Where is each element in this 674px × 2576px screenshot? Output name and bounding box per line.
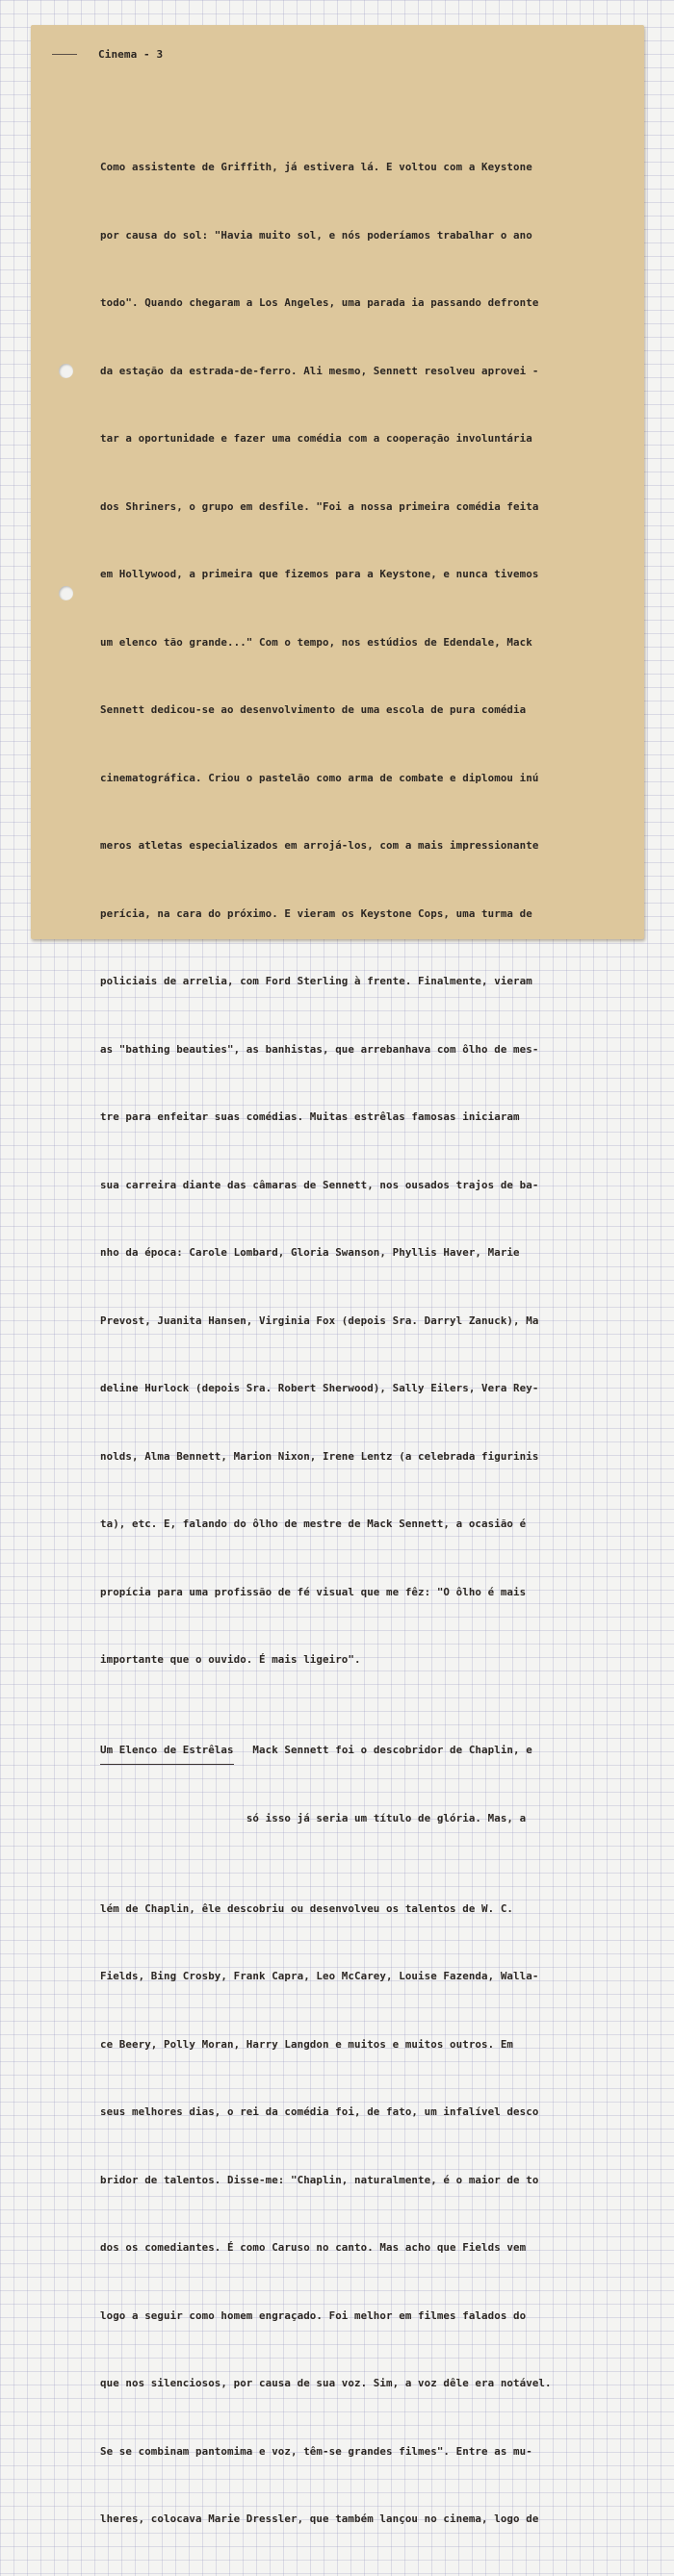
text-line: bridor de talentos. Disse-me: "Chaplin, naturalmente, é o maior de to — [100, 2173, 539, 2186]
text-line: Sennett dedicou-se ao desenvolvimento de uma escola de pura comédia — [100, 703, 527, 716]
text-line: Prevost, Juanita Hansen, Virginia Fox (depois Sra. Darryl Zanuck), Ma — [100, 1314, 539, 1327]
header-dash-mark — [52, 54, 77, 55]
section-first-line-text: Mack Sennett foi o descobridor de Chaplin, e — [252, 1744, 532, 1756]
typed-page — [31, 25, 644, 2525]
text-line: ce Beery, Polly Moran, Harry Langdon e muitos e muitos outros. Em — [100, 2037, 514, 2051]
text-line: em Hollywood, a primeira que fizemos para a Keystone, e nunca tivemos — [100, 568, 539, 580]
text-line: logo a seguir como homem engraçado. Foi melhor em filmes falados do — [100, 2308, 527, 2322]
text-line: lém de Chaplin, êle descobriu ou desenvolveu os talentos de W. C. — [100, 1901, 514, 1915]
text-line: as "bathing beauties", as banhistas, que arrebanhava com ôlho de mes- — [100, 1042, 539, 1056]
text-line: sua carreira diante das câmaras de Sennett, nos ousados trajos de ba- — [100, 1178, 539, 1191]
text-line: um elenco tão grande..." Com o tempo, nos estúdios de Edendale, Mack — [100, 635, 532, 649]
text-line: nho da época: Carole Lombard, Gloria Swanson, Phyllis Haver, Marie — [100, 1246, 520, 1259]
text-line: tar a oportunidade e fazer uma comédia com a cooperação involuntária — [100, 432, 532, 445]
text-line: dos os comediantes. É como Caruso no canto. Mas acho que Fields vem — [100, 2241, 527, 2254]
text-line: dos Shriners, o grupo em desfile. "Foi a nossa primeira comédia feita — [100, 499, 539, 513]
section-title: Um Elenco de Estrêlas — [100, 1739, 234, 1762]
text-line: policiais de arrelia, com Ford Sterling à frente. Finalmente, vieram — [100, 975, 532, 987]
punch-hole-upper — [59, 364, 73, 378]
text-line: nolds, Alma Bennett, Marion Nixon, Irene Lentz (a celebrada figurinis — [100, 1449, 539, 1463]
section-heading-line — [100, 1739, 620, 1762]
text-line: todo". Quando chegaram a Los Angeles, uma parada ia passando defronte — [100, 296, 539, 309]
page-header — [52, 44, 163, 64]
punch-hole-lower — [59, 586, 73, 600]
page-title: Cinema - 3 — [98, 47, 164, 61]
text-line: seus melhores dias, o rei da comédia foi, de fato, um infalível desco — [100, 2105, 539, 2118]
text-line: Fields, Bing Crosby, Frank Capra, Leo McCarey, Louise Fazenda, Walla- — [100, 1970, 539, 1982]
body-text — [100, 111, 620, 2576]
text-line: Como assistente de Griffith, já estivera lá. E voltou com a Keystone — [100, 161, 532, 173]
text-line: ta), etc. E, falando do ôlho de mestre de Mack Sennett, a ocasião é — [100, 1518, 527, 1530]
section-second-line-text: só isso já seria um título de glória. Mas, a — [246, 1811, 527, 1824]
text-line: que nos silenciosos, por causa de sua voz. Sim, a voz dêle era notável. — [100, 2377, 552, 2389]
text-line — [100, 1807, 620, 1830]
text-line: meros atletas especializados em arrojá-los, com a mais impressionante — [100, 839, 539, 852]
text-line: propícia para uma profissão de fé visual que me fêz: "O ôlho é mais — [100, 1585, 527, 1598]
text-line: Se se combinam pantomima e voz, têm-se grandes filmes". Entre as mu- — [100, 2444, 532, 2458]
text-line: perícia, na cara do próximo. E vieram os Keystone Cops, uma turma de — [100, 906, 532, 920]
text-line: lheres, colocava Marie Dressler, que também lançou no cinema, logo de — [100, 2512, 539, 2525]
text-line: cinematográfica. Criou o pastelão como arma de combate e diplomou inú — [100, 771, 539, 784]
text-line: por causa do sol: "Havia muito sol, e nós poderíamos trabalhar o ano — [100, 228, 532, 242]
text-line: deline Hurlock (depois Sra. Robert Sherwood), Sally Eilers, Vera Rey- — [100, 1382, 539, 1394]
text-line: da estação da estrada-de-ferro. Ali mesmo, Sennett resolveu aprovei - — [100, 364, 539, 377]
text-line: tre para enfeitar suas comédias. Muitas estrêlas famosas iniciaram — [100, 1110, 520, 1123]
text-line: importante que o ouvido. É mais ligeiro". — [100, 1653, 361, 1666]
